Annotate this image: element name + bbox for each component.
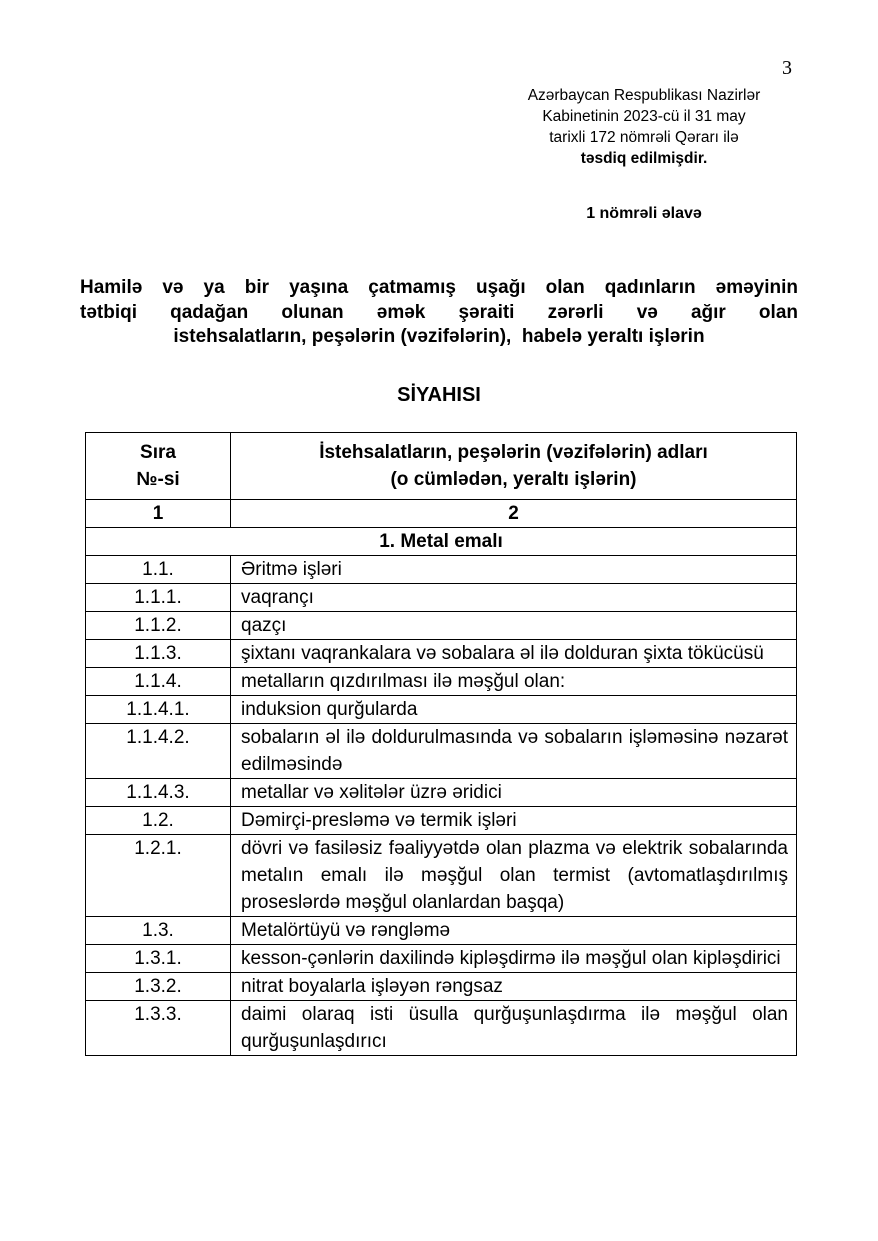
title-line: Hamilə və ya bir yaşına çatmamış uşağı olan qadınların əməyinin xyxy=(80,277,798,298)
approval-line: Kabinetinin 2023-cü il 31 may xyxy=(542,108,746,125)
professions-table xyxy=(85,432,797,1056)
table-row xyxy=(86,1001,797,1056)
row-description-cell: qazçı xyxy=(231,612,797,640)
approval-confirmation: təsdiq edilmişdir. xyxy=(580,150,708,167)
col-header-number-line: Sıra xyxy=(140,442,176,463)
row-number-cell: 1.3.3. xyxy=(86,1001,231,1056)
table-row xyxy=(86,612,797,640)
row-description-cell: kesson-çənlərin daxilində kipləşdirmə ilə məşğul olan kipləşdirici xyxy=(231,945,797,973)
section-title-cell: 1. Metal emalı xyxy=(86,528,797,556)
approval-line: tarixli 172 nömrəli Qərarı ilə xyxy=(549,129,739,146)
page-number: 3 xyxy=(782,57,792,79)
table-row xyxy=(86,668,797,696)
row-description-cell: vaqrançı xyxy=(231,584,797,612)
list-heading: SİYAHISI xyxy=(397,384,481,406)
row-description-cell: Metalörtüyü və rəngləmə xyxy=(231,917,797,945)
row-description-cell: induksion qurğularda xyxy=(231,696,797,724)
row-number-cell: 1.2. xyxy=(86,807,231,835)
title-line: tətbiqi qadağan olunan əmək şəraiti zərərli və ağır olan xyxy=(80,301,798,323)
col-header-names-line: İstehsalatların, peşələrin (vəzifələrin) adları xyxy=(319,442,708,463)
row-description-cell: daimi olaraq isti üsulla qurğuşunlaşdırma ilə məşğul olan qurğuşunlaşdırıcı xyxy=(231,1001,797,1056)
row-number-cell: 1.1.4. xyxy=(86,668,231,696)
row-number-cell: 1.3. xyxy=(86,917,231,945)
row-number-cell: 1.1.4.3. xyxy=(86,779,231,807)
table-row xyxy=(86,696,797,724)
table-row xyxy=(86,807,797,835)
row-description-cell: şixtanı vaqrankalara və sobalara əl ilə dolduran şixta tökücüsü xyxy=(231,640,797,668)
row-description-cell: dövri və fasiləsiz fəaliyyətdə olan plazma və elektrik sobalarında metalın emalı ilə məşğul olan termist (avtomatlaşdırılmış proseslərdə məşğul olanlardan başqa) xyxy=(231,835,797,917)
row-number-cell: 1.3.2. xyxy=(86,973,231,1001)
table-row xyxy=(86,584,797,612)
row-number-cell: 1.1.3. xyxy=(86,640,231,668)
row-description-cell: Əritmə işləri xyxy=(231,556,797,584)
row-description-cell: Dəmirçi-presləmə və termik işləri xyxy=(231,807,797,835)
table-row xyxy=(86,835,797,917)
title-line: istehsalatların, peşələrin (vəzifələrin), habelə yeraltı işlərin xyxy=(173,326,705,347)
column-number-row xyxy=(86,500,797,528)
col-header-number-line: №-si xyxy=(136,469,180,490)
row-number-cell: 1.2.1. xyxy=(86,835,231,917)
col-header-names xyxy=(231,433,797,500)
row-description-cell: metalların qızdırılması ilə məşğul olan: xyxy=(231,668,797,696)
col-header-names-line: (o cümlədən, yeraltı işlərin) xyxy=(390,469,637,490)
row-number-cell: 1.1.2. xyxy=(86,612,231,640)
row-description-cell: metallar və xəlitələr üzrə əridici xyxy=(231,779,797,807)
section-header-row xyxy=(86,528,797,556)
row-number-cell: 1.1.4.1. xyxy=(86,696,231,724)
row-number-cell: 1.1.4.2. xyxy=(86,724,231,779)
row-description-cell: nitrat boyalarla işləyən rəngsaz xyxy=(231,973,797,1001)
approval-block xyxy=(494,85,794,224)
column-number-cell: 1 xyxy=(86,500,231,528)
table-row xyxy=(86,917,797,945)
col-header-number xyxy=(86,433,231,500)
table-row xyxy=(86,945,797,973)
column-number-cell: 2 xyxy=(231,500,797,528)
row-number-cell: 1.3.1. xyxy=(86,945,231,973)
table-header-row xyxy=(86,433,797,500)
row-number-cell: 1.1.1. xyxy=(86,584,231,612)
row-number-cell: 1.1. xyxy=(86,556,231,584)
row-description-cell: sobaların əl ilə doldurulmasında və sobaların işləməsinə nəzarət edilməsində xyxy=(231,724,797,779)
table-row xyxy=(86,556,797,584)
annex-label: 1 nömrəli əlavə xyxy=(586,205,702,222)
table-row xyxy=(86,640,797,668)
table-row xyxy=(86,973,797,1001)
table-row xyxy=(86,779,797,807)
table-row xyxy=(86,724,797,779)
document-title xyxy=(80,276,798,350)
approval-line: Azərbaycan Respublikası Nazirlər xyxy=(527,87,761,104)
